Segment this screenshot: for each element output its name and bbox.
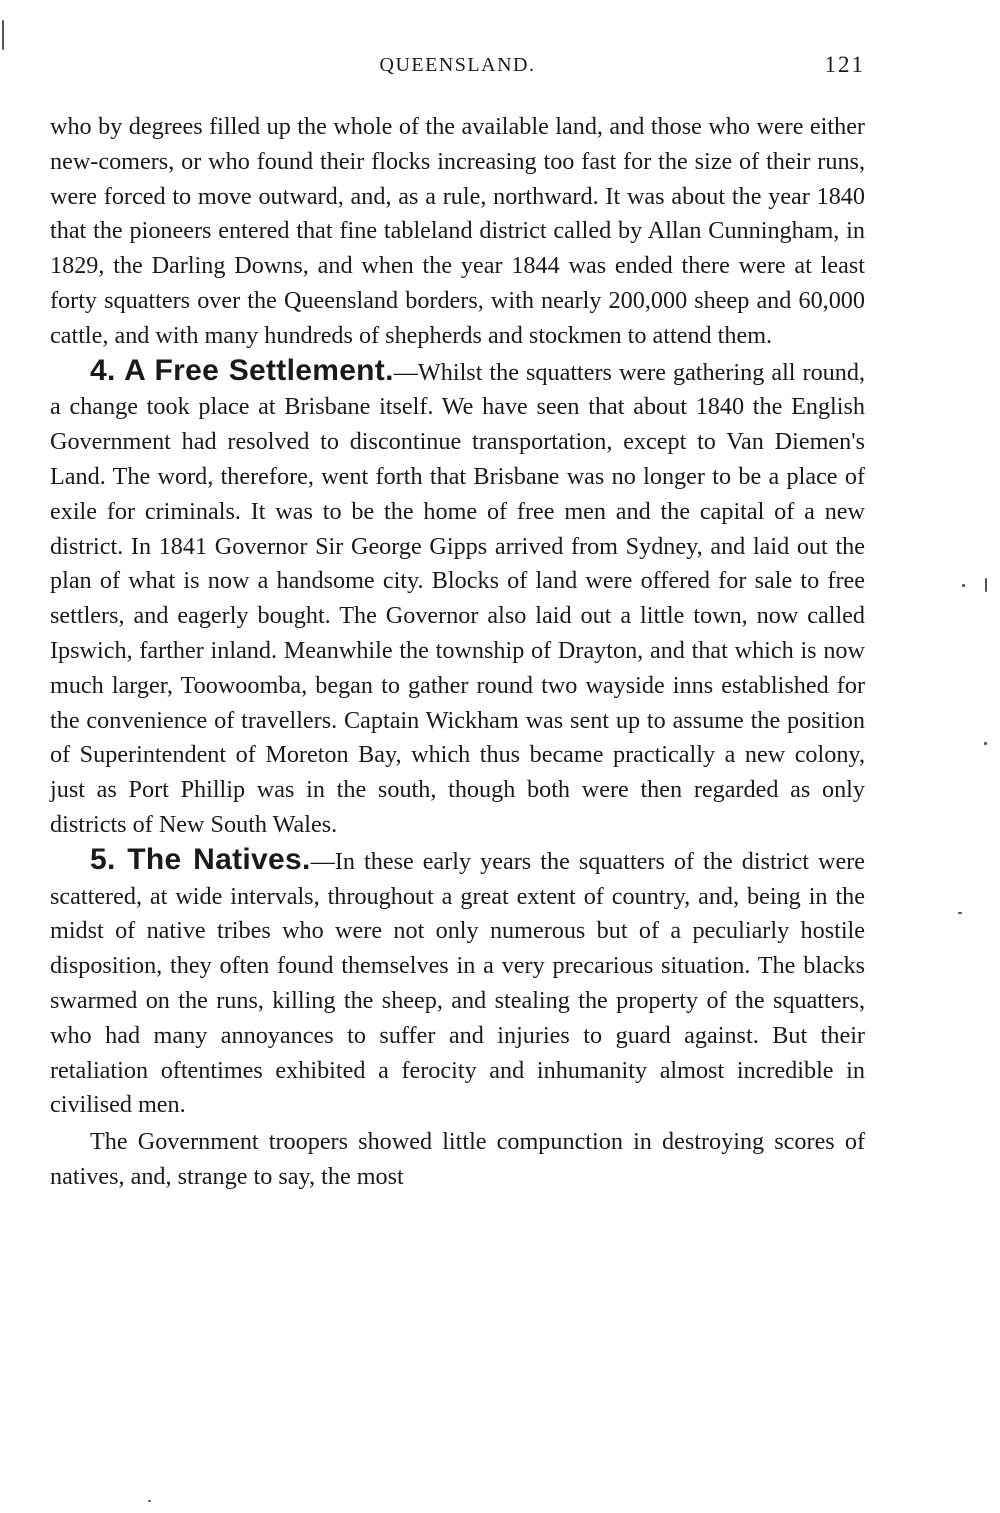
paragraph-text: The Government troopers showed little compunction in destroying scores of natives, and, strange to say, the most — [50, 1128, 865, 1190]
scan-speck — [148, 1500, 151, 1502]
scan-speck — [962, 584, 965, 587]
paragraph-text: —In these early years the squatters of the district were scattered, at wide intervals, throughout a great extent of country, and, being in the midst of native tribes who were not only numerous but of a peculiarly hostile disposition, they often found themselves in a very precarious situation. The blacks swarmed on the runs, killing the sheep, and stealing the property of the squatters, who had many annoyances to suffer and injuries to guard against. But their retaliation oftentimes exhibited a ferocity and inhumanity almost incredible in civilised men. — [50, 847, 865, 1119]
body-text — [50, 110, 865, 1195]
section-free-settlement — [50, 354, 865, 843]
running-title: QUEENSLAND. — [379, 54, 536, 76]
scan-speck — [985, 578, 987, 592]
scan-speck — [984, 742, 987, 745]
page-header — [50, 50, 865, 80]
page-number: 121 — [824, 52, 865, 77]
paragraph-text: —Whilst the squatters were gathering all round, a change took place at Brisbane itself. We have seen that about 1840 the English Government had resolved to discontinue transportation, except to Van Diemen's Land. The word, therefore, went forth that Brisbane was no longer to be a place of exile for criminals. It was to be the home of free men and the capital of a new district. In 1841 Governor Sir George Gipps arrived from Sydney, and laid out the plan of what is now a handsome city. Blocks of land were offered for sale to free settlers, and eagerly bought. The Governor also laid out a little town, now called Ipswich, farther inland. Meanwhile the township of Drayton, and that which is now much larger, Toowoomba, began to gather round two wayside inns established for the convenience of travellers. Captain Wickham was sent up to assume the position of Superintendent of Moreton Bay, which thus became practically a new colony, just as Port Phillip was in the south, though both were then regarded as only districts of New South Wales. — [50, 358, 865, 838]
section-heading-natives: 5. The Natives. — [90, 842, 311, 876]
scan-speck — [2, 20, 4, 50]
section-heading-free-settlement: 4. A Free Settlement. — [90, 353, 394, 387]
paragraph-text: who by degrees filled up the whole of the available land, and those who were either new-comers, or who found their flocks increasing too fast for the size of their runs, were forced to move outward, and, as a rule, northward. It was about the year 1840 that the pioneers entered that fine tableland district called by Allan Cunningham, in 1829, the Darling Downs, and when the year 1844 was ended there were at least forty squatters over the Queensland borders, with nearly 200,000 sheep and 60,000 cattle, and with many hundreds of shepherds and stockmen to attend them. — [50, 113, 865, 349]
paragraph-squatters-outward — [50, 110, 865, 354]
scan-speck — [958, 912, 962, 914]
paragraph-government-troopers — [50, 1125, 865, 1195]
section-natives — [50, 843, 865, 1123]
